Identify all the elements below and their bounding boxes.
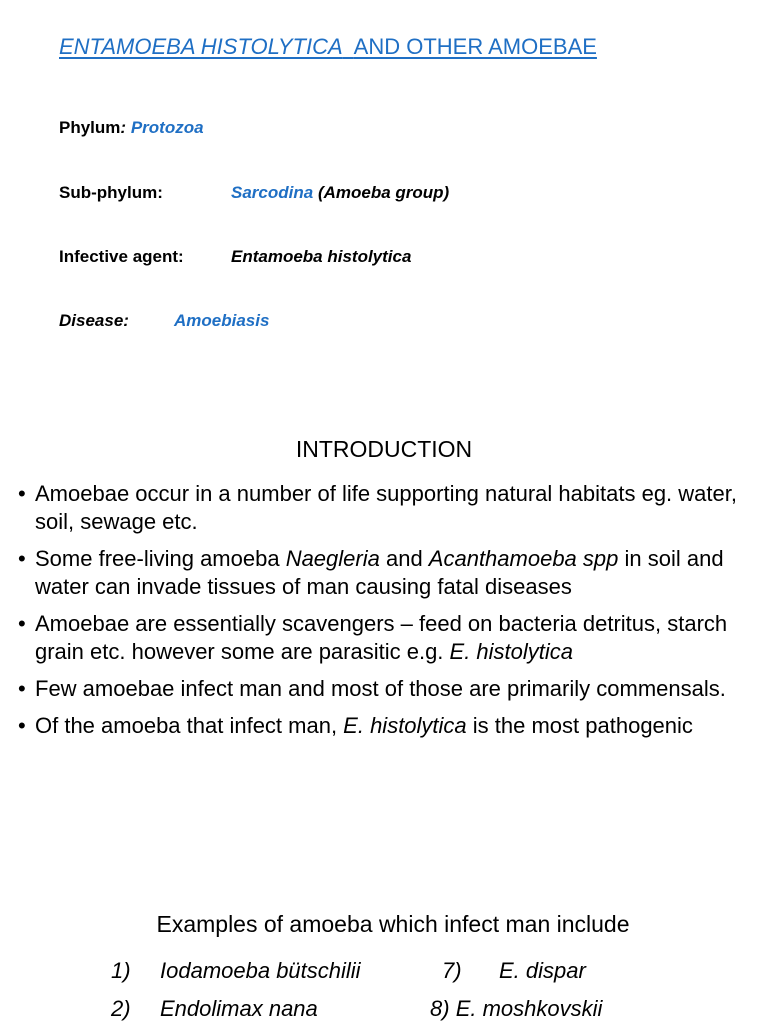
title-species: ENTAMOEBA HISTOLYTICA xyxy=(59,34,343,59)
example-item xyxy=(111,996,318,1022)
list-item xyxy=(18,545,748,601)
bullet-icon: • xyxy=(18,611,26,636)
list-item xyxy=(18,610,748,666)
bullet-italic: E. histolytica xyxy=(449,639,574,664)
bullet-italic: Naegleria xyxy=(285,546,380,571)
list-item xyxy=(18,712,748,740)
subphylum-value: Sarcodina xyxy=(231,183,314,202)
bullet-text: Of the amoeba that infect man, xyxy=(35,713,344,738)
disease-row xyxy=(59,311,270,331)
bullet-icon: • xyxy=(18,546,26,571)
agent-row xyxy=(59,247,412,267)
example-number: 2) xyxy=(111,996,131,1021)
phylum-row xyxy=(59,118,204,138)
list-item xyxy=(18,480,748,536)
subphylum-value-group xyxy=(231,183,449,203)
example-number: 1) xyxy=(111,958,131,983)
bullet-icon: • xyxy=(18,713,26,738)
list-item xyxy=(18,675,748,703)
title-rest: AND OTHER AMOEBAE xyxy=(353,34,597,59)
bullet-text: Some free-living amoeba xyxy=(35,546,286,571)
bullet-text: is the most pathogenic xyxy=(466,713,693,738)
disease-label: Disease: xyxy=(59,311,129,330)
bullet-icon: • xyxy=(18,481,26,506)
example-item xyxy=(111,958,361,984)
disease-value: Amoebiasis xyxy=(174,311,270,330)
phylum-value: Protozoa xyxy=(130,118,204,137)
bullet-italic: E. histolytica xyxy=(343,713,467,738)
subphylum-note: (Amoeba group) xyxy=(317,183,450,202)
bullet-text: Few amoebae infect man and most of those are primarily commensals. xyxy=(35,676,726,701)
example-name: E. moshkovskii xyxy=(455,996,603,1021)
example-item xyxy=(442,958,586,984)
example-item xyxy=(430,996,602,1022)
phylum-colon: : xyxy=(120,118,127,137)
example-number: 7) xyxy=(442,958,462,983)
phylum-label: Phylum xyxy=(59,118,121,137)
agent-label: Infective agent: xyxy=(59,247,184,266)
bullet-text: Amoebae occur in a number of life supporting natural habitats eg. water, soil, sewage etc. xyxy=(35,481,737,534)
example-name: Iodamoeba bütschilii xyxy=(160,958,361,983)
example-name: Endolimax nana xyxy=(160,996,318,1021)
agent-value: Entamoeba histolytica xyxy=(231,247,412,266)
subphylum-label: Sub-phylum: xyxy=(59,183,163,202)
subphylum-row xyxy=(59,183,450,203)
introduction-heading: INTRODUCTION xyxy=(295,436,473,462)
bullet-text: Amoebae are essentially scavengers – feed on bacteria detritus, starch grain etc. however some are parasitic e.g. xyxy=(35,611,728,664)
example-name: E. dispar xyxy=(499,958,586,983)
examples-heading: Examples of amoeba which infect man include xyxy=(156,911,630,937)
bullet-italic: Acanthamoeba spp xyxy=(428,546,619,571)
bullet-text: in soil and water can invade tissues of man causing fatal diseases xyxy=(35,546,724,599)
document-title xyxy=(59,34,597,60)
example-number: 8) xyxy=(430,996,450,1021)
introduction-list xyxy=(18,480,748,749)
bullet-text: and xyxy=(379,546,429,571)
bullet-icon: • xyxy=(18,676,26,701)
